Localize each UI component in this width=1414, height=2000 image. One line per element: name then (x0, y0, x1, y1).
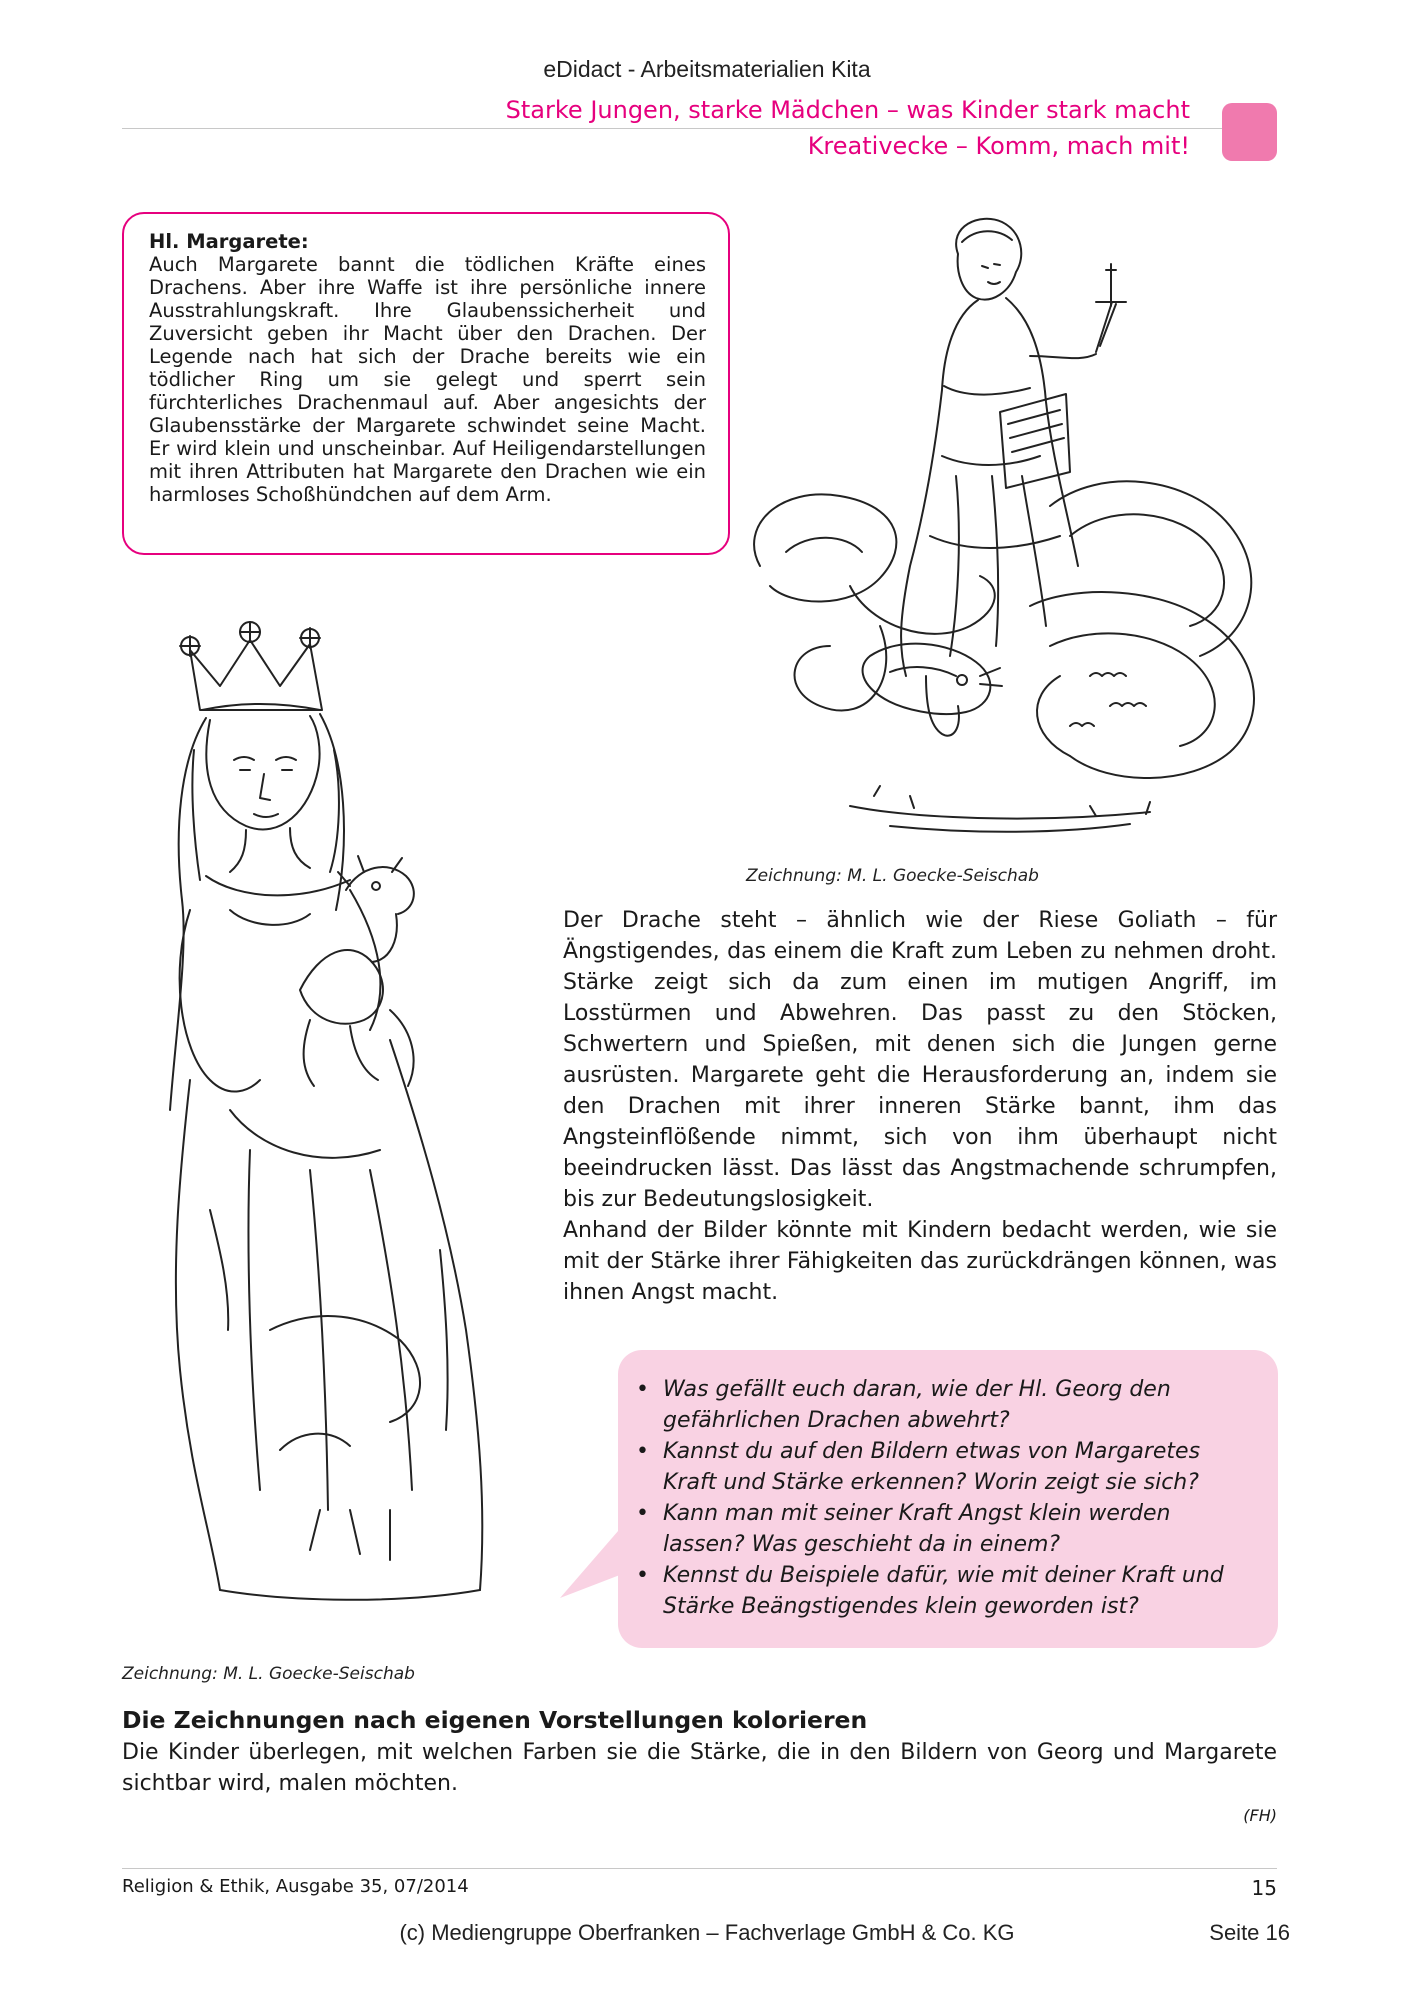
question-bubble-tail (560, 1508, 640, 1598)
question-item (636, 1436, 1256, 1498)
question-item (636, 1498, 1256, 1560)
footer-divider (122, 1868, 1277, 1869)
header-divider (122, 128, 1275, 129)
coloring-heading: Die Zeichnungen nach eigenen Vorstellungen kolorieren (122, 1706, 868, 1734)
issue-info: Religion & Ethik, Ausgabe 35, 07/2014 (122, 1876, 469, 1897)
bullet-icon: • (636, 1439, 649, 1464)
body-paragraph: Anhand der Bilder könnte mit Kindern bedacht werden, wie sie mit der Stärke ihrer Fähigkeiten das zurückdrängen können, was ihnen Angst macht. (563, 1218, 1277, 1305)
info-box-margarete (122, 212, 730, 555)
site-title: eDidact - Arbeitsmaterialien Kita (543, 56, 871, 82)
question-text: Kennst du Beispiele dafür, wie mit deiner Kraft und Stärke Beängstigendes klein geworden ist? (663, 1563, 1224, 1619)
body-text (563, 905, 1277, 1308)
bullet-icon: • (636, 1563, 649, 1588)
info-box-title: Hl. Margarete: (149, 230, 309, 253)
drawing-credit-left: Zeichnung: M. L. Goecke-Seischab (122, 1664, 415, 1684)
info-box-text: Auch Margarete bannt die tödlichen Kräfte eines Drachens. Aber ihre Waffe ist ihre persönliche innere Ausstrahlungskraft. Ihre Glaubenssicherheit und Zuversicht geben ihr Macht über den Drachen. Der Legende nach hat sich der Drache bereits wie ein tödlicher Ring um sie gelegt und sperrt sein fürchterliches Drachenmaul auf. Aber angesichts der Glaubensstärke der Margarete schwindet seine Macht. Er wird klein und unscheinbar. Auf Heiligendarstellungen mit ihren Attributen hat Margarete den Drachen wie ein harmloses Schoßhündchen auf dem Arm. (149, 253, 706, 506)
question-item (636, 1374, 1256, 1436)
question-list (636, 1374, 1256, 1622)
question-text: Kannst du auf den Bildern etwas von Margaretes Kraft und Stärke erkennen? Worin zeigt sie sich? (663, 1439, 1201, 1495)
margarete-crowned-drawing (150, 610, 530, 1630)
series-title: Starke Jungen, starke Mädchen – was Kinder stark macht (505, 96, 1190, 124)
drawing-credit-right: Zeichnung: M. L. Goecke-Seischab (746, 866, 1039, 886)
question-text: Was gefällt euch daran, wie der Hl. Georg den gefährlichen Drachen abwehrt? (663, 1377, 1171, 1433)
page-number: 15 (1251, 1876, 1277, 1900)
page-counter: Seite 16 (1209, 1920, 1290, 1945)
section-tab-marker (1222, 103, 1277, 161)
author-initials: (FH) (1243, 1806, 1277, 1825)
body-paragraph: Der Drache steht – ähnlich wie der Riese Goliath – für Ängstigendes, das einem die Kraft zum Leben zu nehmen droht. Stärke zeigt sich da zum einen im mutigen Angriff, im Losstürmen und Abwehren. Das passt zu den Stöcken, Schwertern und Spießen, mit denen sich die Jungen gerne ausrüsten. Margarete geht die Herausforderung an, indem sie den Drachen mit ihrer inneren Stärke bannt, ihm das Angsteinflößende nimmt, sich von ihm überhaupt nicht beeindrucken lässt. Das lässt das Angstmachende schrumpfen, bis zur Bedeutungslosigkeit. (563, 908, 1277, 1212)
margarete-dragon-drawing (730, 206, 1280, 856)
question-text: Kann man mit seiner Kraft Angst klein werden lassen? Was geschieht da in einem? (663, 1501, 1171, 1557)
bullet-icon: • (636, 1501, 649, 1526)
section-title: Kreativecke – Komm, mach mit! (807, 132, 1190, 160)
bullet-icon: • (636, 1377, 649, 1402)
question-item (636, 1560, 1256, 1622)
coloring-text: Die Kinder überlegen, mit welchen Farben sie die Stärke, die in den Bildern von Georg und Margarete sichtbar wird, malen möchten. (122, 1740, 1277, 1796)
copyright-notice: (c) Mediengruppe Oberfranken – Fachverlage GmbH & Co. KG (399, 1920, 1015, 1945)
